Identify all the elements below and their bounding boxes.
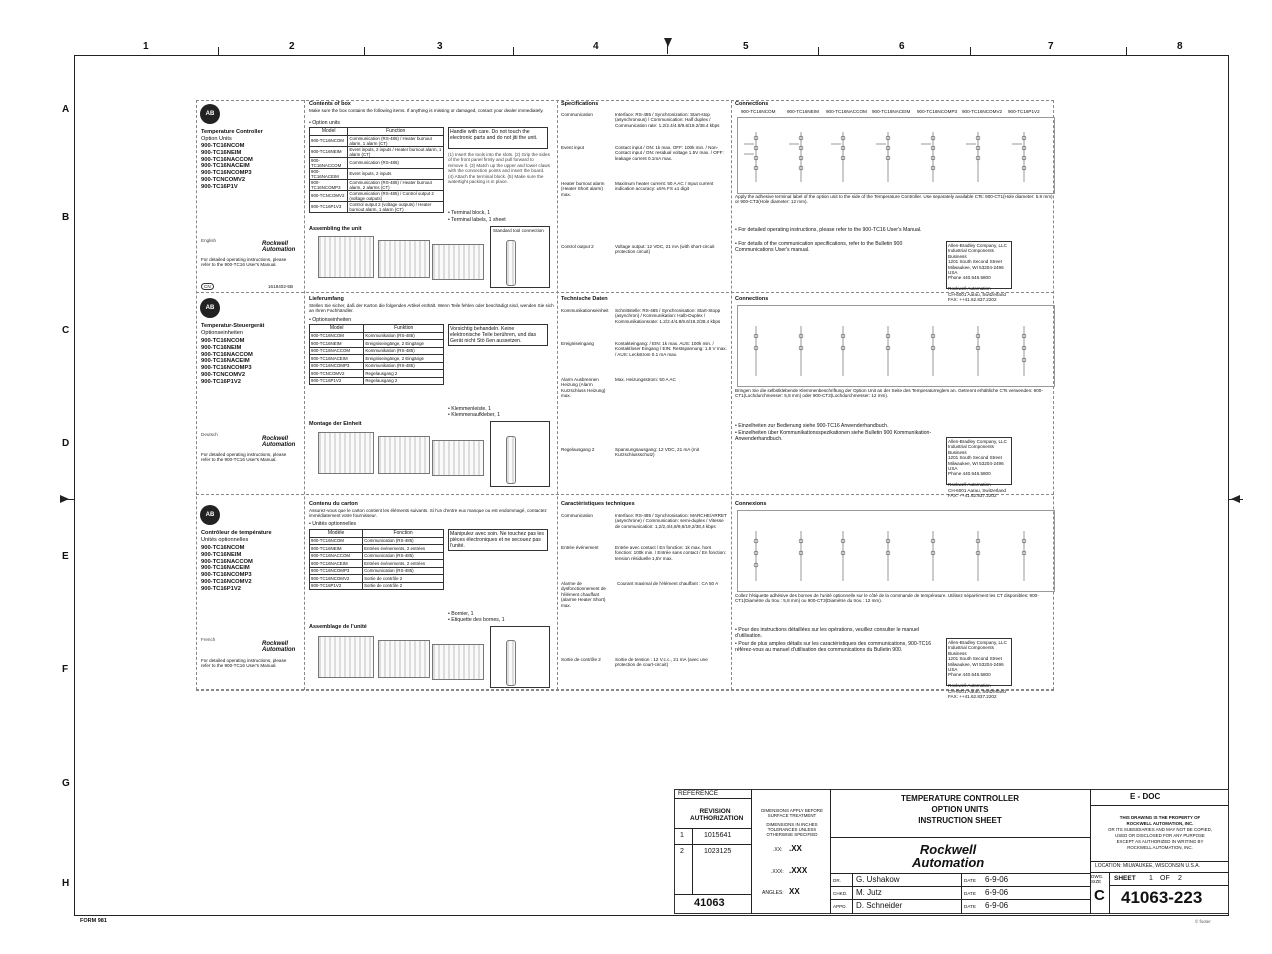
assembly-figure — [318, 236, 374, 278]
allen-bradley-logo: AB — [200, 104, 220, 124]
pub-number: 1618402-5B — [268, 284, 294, 289]
col-3: 3 — [437, 41, 443, 52]
col-4: 4 — [593, 41, 599, 52]
checked-by: M. Jutz — [856, 888, 882, 897]
allen-bradley-logo: AB — [200, 505, 220, 525]
doc-title: TEMPERATURE CONTROLLER OPTION UNITS INSTRUCTION SHEET — [900, 794, 1020, 825]
col-8: 8 — [1177, 41, 1183, 52]
form-number: FORM 981 — [80, 918, 107, 924]
model-table: Model Function 900-TC16NCOM Communication (RS-485) / Heater burnout alarm, 1 alarm (CT) 900-TC16NEIM Event inputs, 2 inputs / Heater burnout alarm, 1 alarm (CT) 900-TC16NACCOM Communication (RS-485) 900-TC16NACEIM Event inputs, 2 inputs 900-TC16NCOMP3 Communication (RS-485) / Heater burnout alarm, 2 alarms (CT) 900-TCNCOMV2 Communication (RS-485) / Control output 2 (voltage outputs) 900-TC16P1V3 Control output 2 (voltage outputs) / Heater burnout alarm, 1 alarm (CT) — [309, 127, 444, 213]
approved-by: D. Schneider — [856, 901, 903, 910]
reference-label: REFERENCE — [678, 790, 719, 797]
col-7: 7 — [1048, 41, 1054, 52]
assembling-title: Assembling the unit — [309, 226, 362, 232]
contents-title: Contents of box — [309, 101, 351, 107]
separator-3 — [196, 690, 1054, 691]
spec-title: Specifications — [561, 101, 599, 107]
drawing-number: 41063-223 — [1121, 888, 1203, 907]
model-list: 900-TC16NCOM 900-TC16NEIM 900-TC16NACCOM 900-TC16NACEIM 900-TC16NCOMP3 900-TCNCOMV2 900-TC16P1V — [201, 143, 253, 190]
e-doc-label: E - DOC — [1130, 792, 1161, 801]
rockwell-logo: Rockwell Automation — [262, 436, 296, 448]
property-notice: THIS DRAWING IS THE PROPERTY OF ROCKWELL AUTOMATION, INC. OR ITS SUBSIDIARIES AND MAY NOT BE COPIED, USED OR DISCLOSED FOR ANY PURPOSE EXCEPT AS AUTHORIZED IN WRITING BY ROCKWELL AUTOMATION, INC. — [1108, 815, 1212, 850]
revision-authorization: REVISION AUTHORIZATION — [690, 808, 744, 822]
doc-number: 41063 — [694, 897, 725, 909]
revision-2: 1023125 — [704, 848, 732, 855]
allen-bradley-logo: AB — [200, 298, 220, 318]
rockwell-logo: Rockwell Automation — [262, 641, 296, 653]
col-6: 6 — [899, 41, 905, 52]
connection-diagrams — [737, 117, 1055, 194]
connections-title: Connections — [735, 101, 769, 107]
product-subtitle: Option Units — [201, 135, 232, 142]
rockwell-automation-logo: Rockwell Automation — [912, 842, 985, 870]
col-1: 1 — [143, 41, 149, 52]
dwg-size: C — [1094, 887, 1105, 904]
center-arrow-top-icon — [664, 38, 672, 47]
col-5: 5 — [743, 41, 749, 52]
location: LOCATION: MILWAUKEE, WISCONSIN U.S.A. — [1095, 863, 1200, 869]
col-2: 2 — [289, 41, 295, 52]
drawn-by: G. Ushakow — [856, 875, 900, 884]
revision-1: 1015641 — [704, 832, 732, 839]
rockwell-logo: Rockwell Automation — [262, 241, 296, 253]
product-title: Temperature Controller — [201, 129, 263, 135]
address-box: Allen-Bradley Company, LLC Industrial Components Business 1201 South Second Street Milwaukee, WI 53204-2496 USA Phone 440.646.5800 Rockwell Automation CH-6001 Aarau, Switzerland FAX: ++41.62.837.2202 — [946, 241, 1012, 289]
